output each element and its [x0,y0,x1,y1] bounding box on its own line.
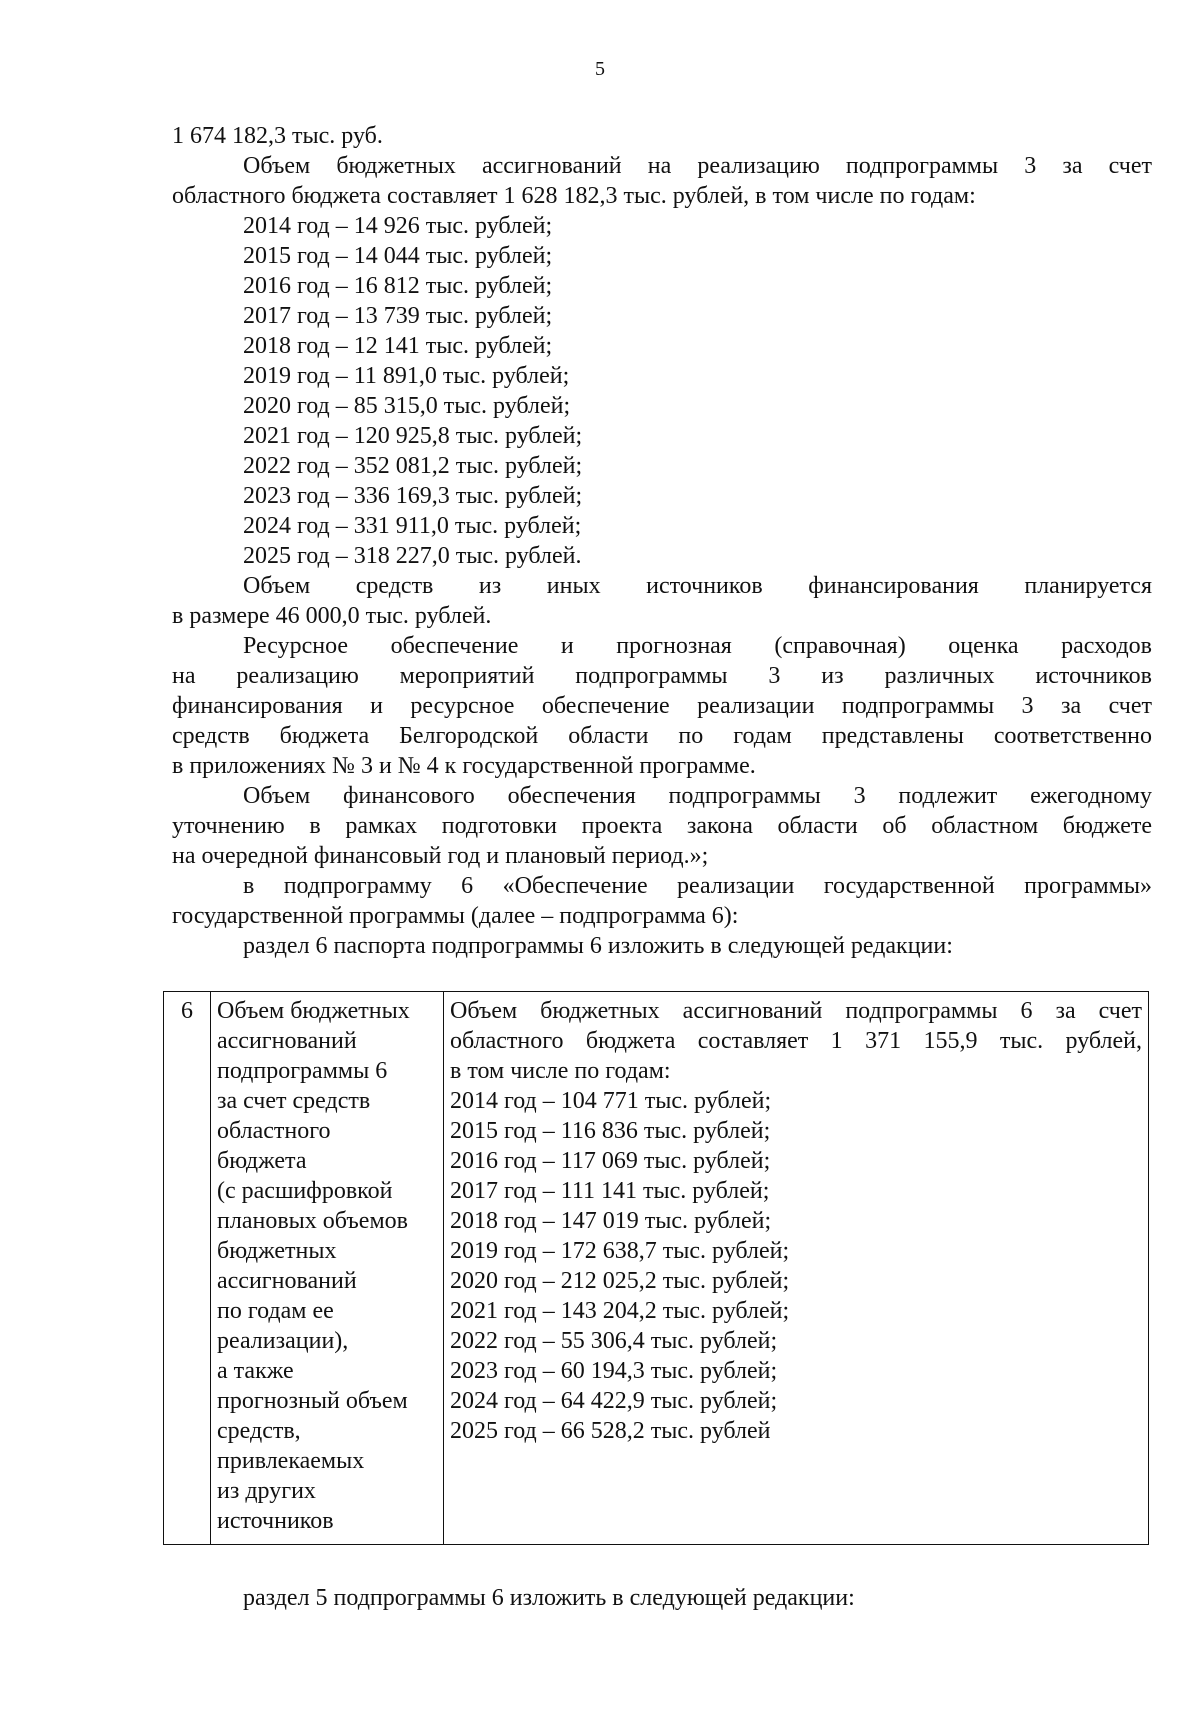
value-year-item: 2018 год – 147 019 тыс. рублей; [450,1208,772,1234]
label-line: подпрограммы 6 [217,1058,388,1084]
year-item: 2018 год – 12 141 тыс. рублей; [243,333,553,359]
paragraph-resources-line-4: средств бюджета Белгородской области по годам представлены соответственно [172,723,1152,749]
label-line: ассигнований [217,1028,357,1054]
paragraph-other-line-2: в размере 46 000,0 тыс. рублей. [172,603,492,629]
year-item: 2020 год – 85 315,0 тыс. рублей; [243,393,571,419]
intro-line: 1 674 182,3 тыс. руб. [172,123,383,149]
paragraph-budget-line-2: областного бюджета составляет 1 628 182,3 тыс. рублей, в том числе по годам: [172,183,976,209]
paragraph-budget [172,151,1152,211]
label-line: реализации), [217,1328,349,1354]
year-item: 2015 год – 14 044 тыс. рублей; [243,243,553,269]
year-item: 2017 год – 13 739 тыс. рублей; [243,303,553,329]
paragraph-sub6-line-1: в подпрограмму 6 «Обеспечение реализации государственной программы» [243,873,1152,899]
value-year-item: 2019 год – 172 638,7 тыс. рублей; [450,1238,790,1264]
paragraph-resources [172,631,1152,781]
value-year-item: 2014 год – 104 771 тыс. рублей; [450,1088,772,1114]
label-cell [211,992,444,1545]
label-line: ассигнований [217,1268,357,1294]
passport-table [163,991,1149,1545]
value-year-item: 2017 год – 111 141 тыс. рублей; [450,1178,770,1204]
paragraph-resources-line-5: в приложениях № 3 и № 4 к государственной программе. [172,753,756,779]
paragraph-volume [172,781,1152,871]
label-line: за счет средств [217,1088,371,1114]
value-intro-line-3: в том числе по годам: [450,1058,671,1084]
row-number-cell: 6 [164,992,211,1545]
years-list-sub3 [172,211,1152,571]
paragraph-sub6-line-2: государственной программы (далее – подпрограмма 6): [172,903,739,929]
label-line: прогнозный объем [217,1388,408,1414]
paragraph-volume-line-1: Объем финансового обеспечения подпрограммы 3 подлежит ежегодному [243,783,1152,809]
value-year-item: 2024 год – 64 422,9 тыс. рублей; [450,1388,778,1414]
label-line: по годам ее [217,1298,334,1324]
value-year-item: 2023 год – 60 194,3 тыс. рублей; [450,1358,778,1384]
label-line: а также [217,1358,294,1384]
paragraph-other-sources [172,571,1152,631]
paragraph-volume-line-3: на очередной финансовый год и плановый период.»; [172,843,709,869]
label-line: плановых объемов [217,1208,408,1234]
section5-intro: раздел 5 подпрограммы 6 изложить в следующей редакции: [243,1585,855,1611]
year-item: 2025 год – 318 227,0 тыс. рублей. [243,543,582,569]
paragraph-resources-line-3: финансирования и ресурсное обеспечение реализации подпрограммы 3 за счет [172,693,1152,719]
value-intro-line-1: Объем бюджетных ассигнований подпрограммы 6 за счет [450,998,1142,1024]
year-item: 2024 год – 331 911,0 тыс. рублей; [243,513,582,539]
section6-intro: раздел 6 паспорта подпрограммы 6 изложить в следующей редакции: [243,933,953,959]
paragraph-resources-line-2: на реализацию мероприятий подпрограммы 3 из различных источников [172,663,1152,689]
label-line: (с расшифровкой [217,1178,393,1204]
year-item: 2014 год – 14 926 тыс. рублей; [243,213,553,239]
year-item: 2022 год – 352 081,2 тыс. рублей; [243,453,583,479]
value-year-item: 2021 год – 143 204,2 тыс. рублей; [450,1298,790,1324]
label-line: источников [217,1508,334,1534]
label-line: привлекаемых [217,1448,365,1474]
paragraph-resources-line-1: Ресурсное обеспечение и прогнозная (справочная) оценка расходов [243,633,1152,659]
page-number: 5 [595,58,605,80]
label-line: областного [217,1118,331,1144]
value-cell [444,992,1149,1545]
label-line: из других [217,1478,316,1504]
value-intro-line-2: областного бюджета составляет 1 371 155,9 тыс. рублей, [450,1028,1142,1054]
table-row [164,992,1149,1545]
label-line: бюджета [217,1148,307,1174]
paragraph-budget-line-1: Объем бюджетных ассигнований на реализацию подпрограммы 3 за счет [243,153,1152,179]
label-line: Объем бюджетных [217,998,410,1024]
value-year-item: 2020 год – 212 025,2 тыс. рублей; [450,1268,790,1294]
value-year-item: 2022 год – 55 306,4 тыс. рублей; [450,1328,778,1354]
year-item: 2016 год – 16 812 тыс. рублей; [243,273,553,299]
year-item: 2023 год – 336 169,3 тыс. рублей; [243,483,583,509]
paragraph-other-line-1: Объем средств из иных источников финансирования планируется [243,573,1152,599]
value-year-item: 2025 год – 66 528,2 тыс. рублей [450,1418,771,1444]
year-item: 2021 год – 120 925,8 тыс. рублей; [243,423,583,449]
paragraph-volume-line-2: уточнению в рамках подготовки проекта закона области об областном бюджете [172,813,1152,839]
paragraph-subprogram-6 [172,871,1152,931]
year-item: 2019 год – 11 891,0 тыс. рублей; [243,363,570,389]
label-line: средств, [217,1418,301,1444]
label-line: бюджетных [217,1238,337,1264]
value-year-item: 2016 год – 117 069 тыс. рублей; [450,1148,771,1174]
document-body [172,121,1152,961]
value-year-item: 2015 год – 116 836 тыс. рублей; [450,1118,771,1144]
